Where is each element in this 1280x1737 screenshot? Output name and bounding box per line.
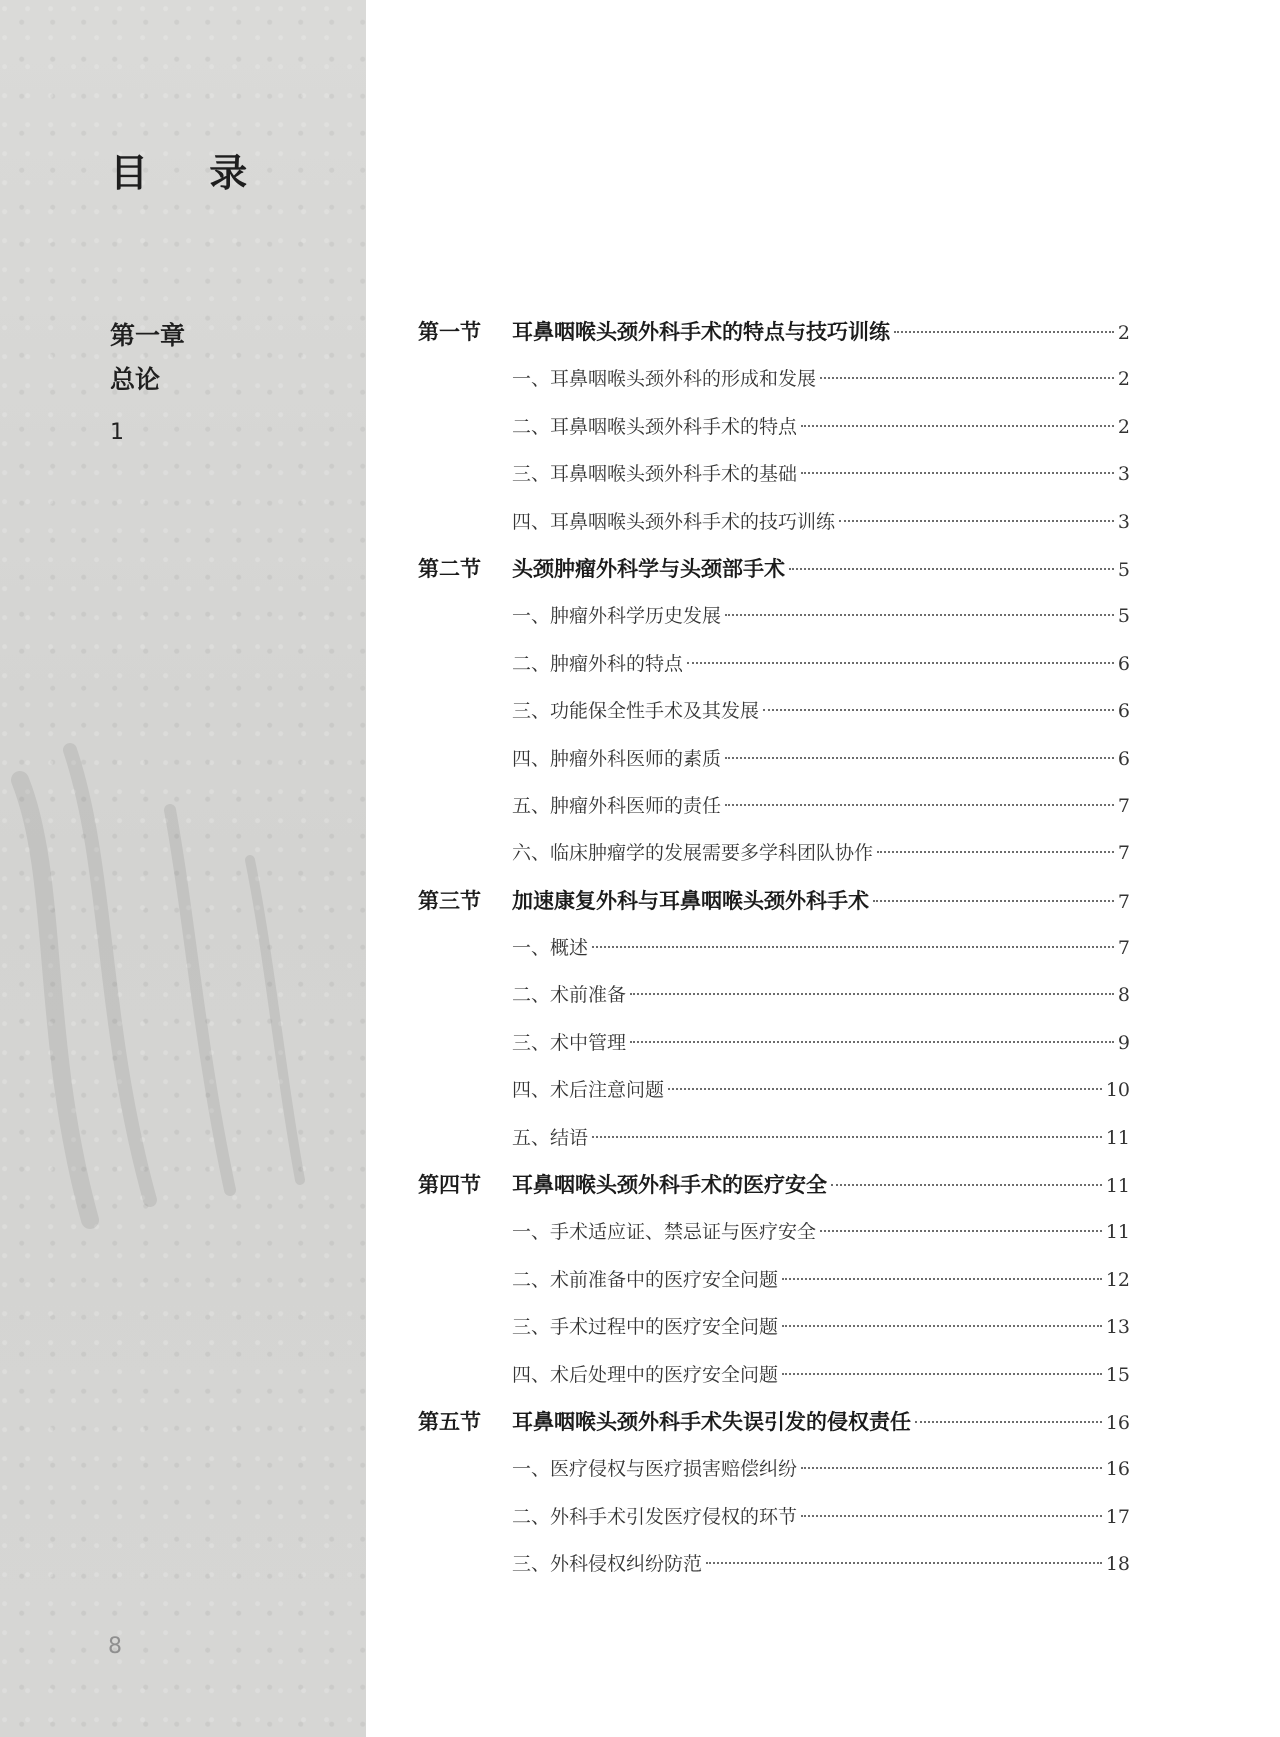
entry-title: 四、术后处理中的医疗安全问题 <box>512 1363 779 1386</box>
dot-leader <box>801 1515 1102 1517</box>
page-ref: 10 <box>1105 1079 1130 1102</box>
entry-title: 耳鼻咽喉头颈外科手术的特点与技巧训练 <box>512 320 890 344</box>
dot-leader <box>820 1230 1102 1232</box>
chapter-number: 1 <box>110 420 124 445</box>
entry-title: 六、临床肿瘤学的发展需要多学科团队协作 <box>512 842 874 865</box>
entry-title: 三、外科侵权纠纷防范 <box>512 1553 703 1576</box>
dot-leader <box>725 757 1114 759</box>
dot-leader <box>801 1467 1102 1469</box>
toc-item-entry[interactable] <box>418 1304 1130 1351</box>
dot-leader <box>782 1373 1102 1375</box>
dot-leader <box>915 1421 1102 1423</box>
toc-item-entry[interactable] <box>418 1020 1130 1067</box>
page-number: 8 <box>108 1634 122 1659</box>
toc-item-entry[interactable] <box>418 688 1130 735</box>
page-ref: 2 <box>1117 368 1130 391</box>
page-ref: 6 <box>1117 700 1130 723</box>
entry-title: 四、肿瘤外科医师的素质 <box>512 747 722 770</box>
entry-title: 耳鼻咽喉头颈外科手术的医疗安全 <box>512 1173 827 1198</box>
dot-leader <box>820 377 1114 379</box>
page-ref: 7 <box>1117 890 1130 913</box>
toc-item-entry[interactable] <box>418 641 1130 688</box>
entry-title: 二、外科手术引发医疗侵权的环节 <box>512 1505 798 1528</box>
section-label: 第四节 <box>418 1173 481 1198</box>
toc-item-entry[interactable] <box>418 356 1130 403</box>
page-ref: 16 <box>1105 1458 1130 1481</box>
dot-leader <box>839 520 1114 522</box>
toc-item-entry[interactable] <box>418 404 1130 451</box>
page-ref: 11 <box>1105 1175 1130 1198</box>
entry-title: 二、肿瘤外科的特点 <box>512 652 684 675</box>
entry-title: 四、耳鼻咽喉头颈外科手术的技巧训练 <box>512 510 836 533</box>
entry-title: 五、肿瘤外科医师的责任 <box>512 794 722 817</box>
page-ref: 17 <box>1105 1505 1130 1528</box>
entry-title: 二、术前准备中的医疗安全问题 <box>512 1268 779 1291</box>
page-ref: 7 <box>1117 842 1130 865</box>
toc-section-entry[interactable] <box>418 309 1130 356</box>
page-ref: 2 <box>1117 322 1130 344</box>
entry-title: 耳鼻咽喉头颈外科手术失误引发的侵权责任 <box>512 1409 911 1434</box>
page-ref: 5 <box>1117 605 1130 628</box>
page-ref: 11 <box>1105 1221 1130 1244</box>
page-ref: 15 <box>1105 1363 1130 1386</box>
decorative-watermark <box>0 720 366 1240</box>
sidebar-panel <box>0 0 366 1737</box>
toc-section-entry[interactable] <box>418 1162 1130 1209</box>
toc-item-entry[interactable] <box>418 1541 1130 1588</box>
page-ref: 2 <box>1117 415 1130 438</box>
dot-leader <box>630 1041 1114 1043</box>
page-ref: 5 <box>1117 558 1130 581</box>
dot-leader <box>801 472 1114 474</box>
dot-leader <box>763 709 1114 711</box>
toc-section-entry[interactable] <box>418 1399 1130 1446</box>
chapter-label: 第一章 <box>110 321 186 350</box>
dot-leader <box>782 1325 1102 1327</box>
dot-leader <box>782 1278 1102 1280</box>
section-label: 第五节 <box>418 1409 481 1434</box>
toc-item-entry[interactable] <box>418 783 1130 830</box>
dot-leader <box>687 662 1114 664</box>
toc-item-entry[interactable] <box>418 1067 1130 1114</box>
toc-section-entry[interactable] <box>418 878 1130 925</box>
entry-title: 三、耳鼻咽喉头颈外科手术的基础 <box>512 463 798 486</box>
entry-title: 头颈肿瘤外科学与头颈部手术 <box>512 556 785 581</box>
toc-item-entry[interactable] <box>418 593 1130 640</box>
toc-item-entry[interactable] <box>418 1115 1130 1162</box>
dot-leader <box>877 851 1114 853</box>
toc-item-entry[interactable] <box>418 499 1130 546</box>
section-label: 第二节 <box>418 556 481 581</box>
toc-item-entry[interactable] <box>418 830 1130 877</box>
dot-leader <box>668 1088 1102 1090</box>
dot-leader <box>725 614 1114 616</box>
toc-item-entry[interactable] <box>418 925 1130 972</box>
page-ref: 13 <box>1105 1316 1130 1339</box>
page-ref: 7 <box>1117 937 1130 960</box>
entry-title: 一、手术适应证、禁忌证与医疗安全 <box>512 1221 817 1244</box>
toc-item-entry[interactable] <box>418 1494 1130 1541</box>
entry-title: 三、术中管理 <box>512 1031 627 1054</box>
dot-leader <box>801 425 1114 427</box>
page-ref: 3 <box>1117 463 1130 486</box>
entry-title: 加速康复外科与耳鼻咽喉头颈外科手术 <box>512 888 869 913</box>
toc-item-entry[interactable] <box>418 736 1130 783</box>
section-label: 第三节 <box>418 888 481 913</box>
entry-title: 一、耳鼻咽喉头颈外科的形成和发展 <box>512 368 817 391</box>
page-ref: 6 <box>1117 747 1130 770</box>
dot-leader <box>873 900 1114 902</box>
chapter-subtitle: 总论 <box>110 365 161 394</box>
dot-leader <box>789 568 1114 570</box>
entry-title: 二、术前准备 <box>512 984 627 1007</box>
toc-item-entry[interactable] <box>418 1209 1130 1256</box>
page-ref: 3 <box>1117 510 1130 533</box>
section-label: 第一节 <box>418 320 481 344</box>
page-ref: 18 <box>1105 1553 1130 1576</box>
toc-item-entry[interactable] <box>418 972 1130 1019</box>
dot-leader <box>706 1562 1102 1564</box>
page-ref: 12 <box>1105 1268 1130 1291</box>
entry-title: 四、术后注意问题 <box>512 1079 665 1102</box>
dot-leader <box>831 1184 1102 1186</box>
page-ref: 8 <box>1117 984 1130 1007</box>
toc-title: 目 录 <box>110 151 272 195</box>
table-of-contents <box>418 309 1130 1589</box>
entry-title: 三、功能保全性手术及其发展 <box>512 700 760 723</box>
page-ref: 9 <box>1117 1031 1130 1054</box>
toc-item-entry[interactable] <box>418 1446 1130 1493</box>
dot-leader <box>894 331 1114 333</box>
toc-section-entry[interactable] <box>418 546 1130 593</box>
entry-title: 五、结语 <box>512 1126 589 1149</box>
entry-title: 一、医疗侵权与医疗损害赔偿纠纷 <box>512 1458 798 1481</box>
entry-title: 一、概述 <box>512 937 589 960</box>
toc-item-entry[interactable] <box>418 1257 1130 1304</box>
entry-title: 一、肿瘤外科学历史发展 <box>512 605 722 628</box>
toc-item-entry[interactable] <box>418 451 1130 498</box>
page-ref: 7 <box>1117 794 1130 817</box>
page-ref: 6 <box>1117 652 1130 675</box>
entry-title: 三、手术过程中的医疗安全问题 <box>512 1316 779 1339</box>
dot-leader <box>630 993 1114 995</box>
toc-item-entry[interactable] <box>418 1352 1130 1399</box>
dot-leader <box>592 946 1114 948</box>
dot-leader <box>725 804 1114 806</box>
entry-title: 二、耳鼻咽喉头颈外科手术的特点 <box>512 415 798 438</box>
dot-leader <box>592 1136 1102 1138</box>
page-ref: 16 <box>1105 1411 1130 1434</box>
page-ref: 11 <box>1105 1126 1130 1149</box>
